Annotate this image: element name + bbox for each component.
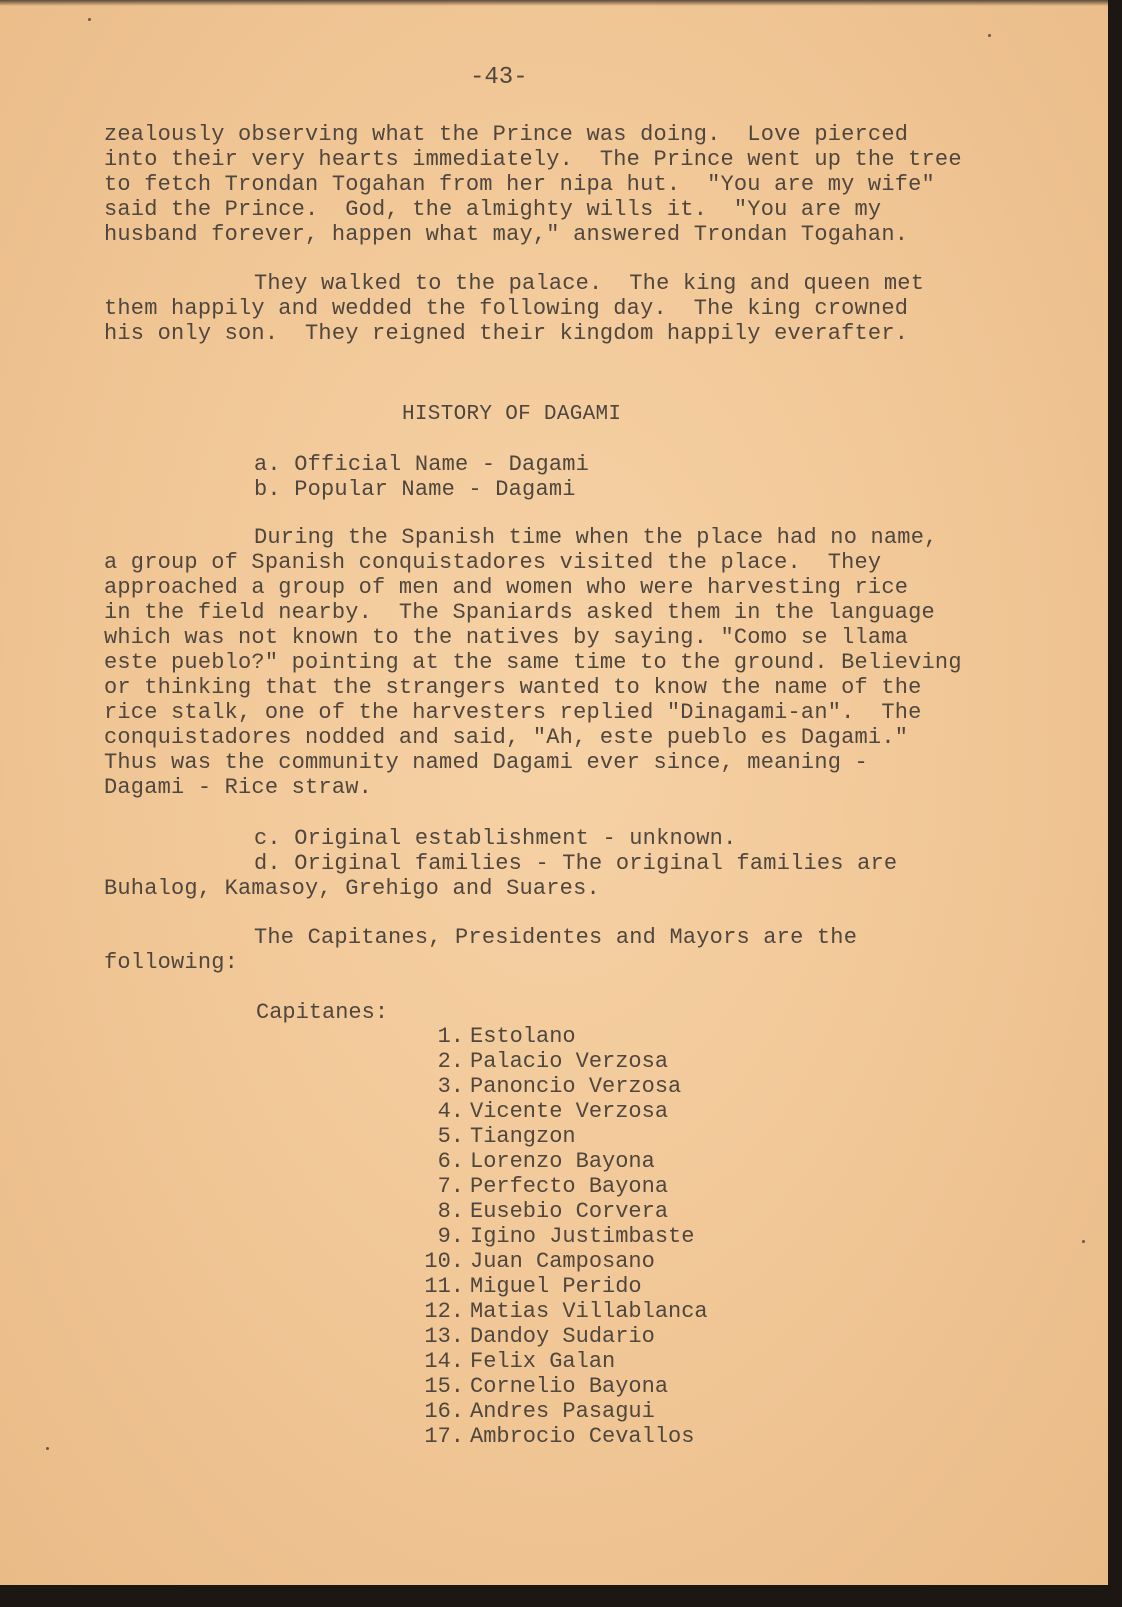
list-item-name: Andres Pasagui [470,1399,655,1424]
list-item-number: 8. [437,1199,464,1224]
list-item-number: 5. [437,1124,464,1149]
list-item-number: 2. [437,1049,464,1074]
text-line: a. Official Name - Dagami [254,452,590,477]
list-item-name: Dandoy Sudario [470,1324,655,1349]
list-item-number: 7. [437,1174,464,1199]
text-line: into their very hearts immediately. The Prince went up the tree [104,147,962,172]
paper-speck [988,34,991,37]
page-top-edge [0,0,1108,6]
list-item-name: Palacio Verzosa [470,1049,669,1074]
text-line: them happily and wedded the following day. The king crowned [104,296,909,321]
capitanes-label: Capitanes: [256,1000,389,1025]
list-item-name: Miguel Perido [470,1274,642,1299]
text-line: Thus was the community named Dagami ever since, meaning - [104,750,868,775]
paper-speck [1082,1240,1085,1243]
list-item-name: Panoncio Verzosa [470,1074,682,1099]
list-item-name: Lorenzo Bayona [470,1149,655,1174]
list-item-number: 15. [424,1374,464,1399]
text-line: They walked to the palace. The king and queen met [254,271,925,296]
text-line: a group of Spanish conquistadores visited the place. They [104,550,882,575]
list-item-name: Juan Camposano [470,1249,655,1274]
list-item-number: 12. [424,1299,464,1324]
text-line: in the field nearby. The Spaniards asked them in the language [104,600,935,625]
list-item-number: 6. [437,1149,464,1174]
list-item-name: Igino Justimbaste [470,1224,695,1249]
text-line: to fetch Trondan Togahan from her nipa hut. "You are my wife" [104,172,935,197]
text-line: Buhalog, Kamasoy, Grehigo and Suares. [104,876,600,901]
list-item-name: Tiangzon [470,1124,576,1149]
list-item-name: Felix Galan [470,1349,616,1374]
text-line: which was not known to the natives by saying. "Como se llama [104,625,909,650]
text-line: During the Spanish time when the place had no name, [254,525,938,550]
list-item-number: 13. [424,1324,464,1349]
list-item-name: Matias Villablanca [470,1299,708,1324]
text-line: este pueblo?" pointing at the same time to the ground. Believing [104,650,962,675]
text-line: c. Original establishment - unknown. [254,826,737,851]
page-number: -43- [470,64,528,91]
text-line: The Capitanes, Presidentes and Mayors are the [254,925,858,950]
list-item-name: Ambrocio Cevallos [470,1424,695,1449]
list-item-number: 14. [424,1349,464,1374]
text-line: following: [104,950,239,975]
list-item-name: Perfecto Bayona [470,1174,669,1199]
section-title: HISTORY OF DAGAMI [402,403,622,426]
text-line: husband forever, happen what may," answered Trondan Togahan. [104,222,909,247]
text-line: rice stalk, one of the harvesters replied "Dinagami-an". The [104,700,922,725]
text-line: his only son. They reigned their kingdom happily everafter. [104,321,909,346]
text-line: approached a group of men and women who were harvesting rice [104,575,909,600]
list-item-name: Estolano [470,1024,576,1049]
paper-speck [46,1447,49,1450]
list-item-number: 1. [437,1024,464,1049]
text-line: said the Prince. God, the almighty wills it. "You are my [104,197,882,222]
list-item-number: 3. [437,1074,464,1099]
text-line: d. Original families - The original families are [254,851,898,876]
list-item-name: Vicente Verzosa [470,1099,669,1124]
list-item-number: 4. [437,1099,464,1124]
text-line: or thinking that the strangers wanted to know the name of the [104,675,922,700]
text-line: b. Popular Name - Dagami [254,477,576,502]
paper-speck [88,18,91,21]
list-item-name: Eusebio Corvera [470,1199,669,1224]
list-item-number: 10. [424,1249,464,1274]
text-line: Dagami - Rice straw. [104,775,373,800]
text-line: zealously observing what the Prince was doing. Love pierced [104,122,909,147]
text-line: conquistadores nodded and said, "Ah, este pueblo es Dagami." [104,725,909,750]
list-item-number: 16. [424,1399,464,1424]
list-item-name: Cornelio Bayona [470,1374,669,1399]
list-item-number: 9. [437,1224,464,1249]
list-item-number: 11. [424,1274,464,1299]
list-item-number: 17. [424,1424,464,1449]
